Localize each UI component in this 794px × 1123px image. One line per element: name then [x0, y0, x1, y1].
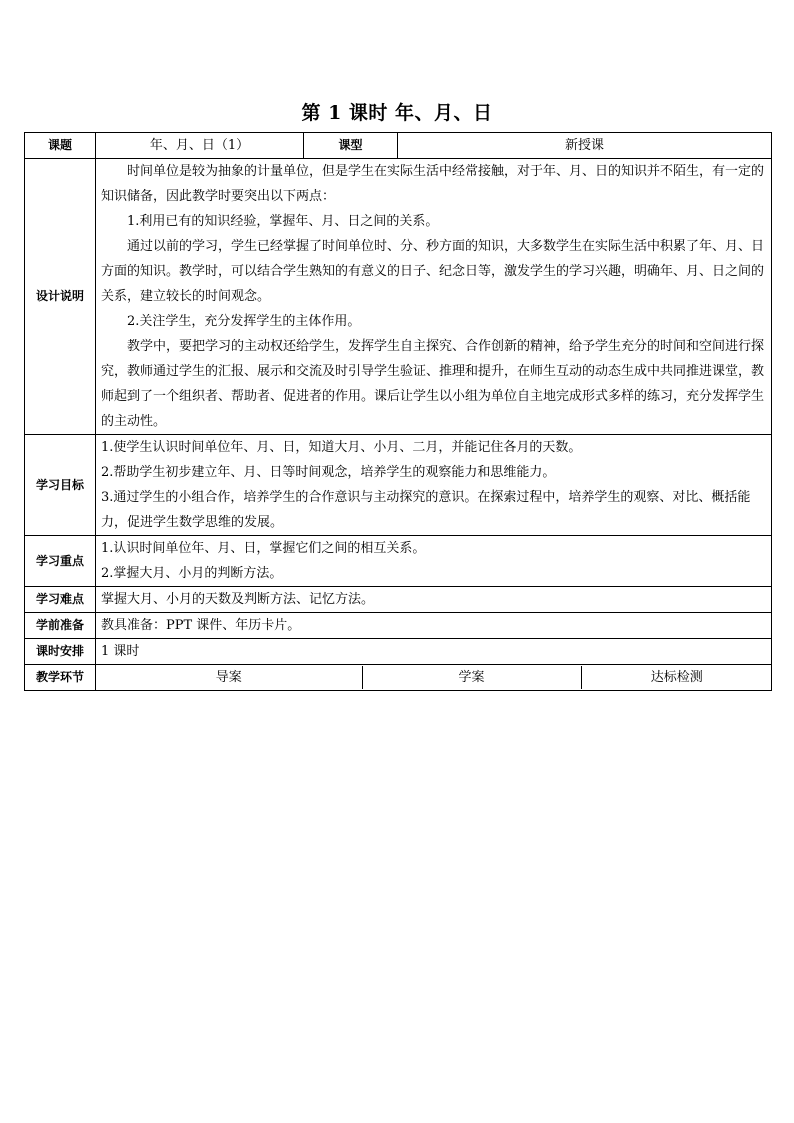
schedule-row [25, 639, 772, 665]
difficulty-label: 学习难点 [25, 587, 96, 613]
lesson-type-value: 新授课 [398, 133, 772, 159]
stage-column-guide: 导案 [215, 670, 242, 685]
focus-label: 学习重点 [25, 536, 96, 587]
focus-item: 2.掌握大月、小月的判断方法。 [101, 566, 283, 581]
stages-header-table [96, 666, 772, 689]
goal-item: 3.通过学生的小组合作，培养学生的合作意识与主动探究的意识。在探索过程中，培养学生的观察、对比、概括能力，促进学生数学思维的发展。 [101, 490, 751, 530]
schedule-value: 1 课时 [96, 639, 772, 665]
stages-row [25, 665, 772, 691]
focus-item: 1.认识时间单位年、月、日，掌握它们之间的相互关系。 [101, 541, 426, 556]
design-paragraph: 2.关注学生，充分发挥学生的主体作用。 [127, 314, 361, 329]
goals-content [96, 435, 772, 536]
stage-column-study: 学案 [362, 666, 581, 689]
lesson-type-label: 课型 [304, 133, 398, 159]
page-title: 第 1 课时 年、月、日 [301, 102, 493, 124]
difficulty-value: 掌握大月、小月的天数及判断方法、记忆方法。 [96, 587, 772, 613]
goal-item: 2.帮助学生初步建立年、月、日等时间观念，培养学生的观察能力和思维能力。 [101, 465, 556, 480]
stage-column-assessment: 达标检测 [581, 666, 772, 689]
goal-item: 1.使学生认识时间单位年、月、日，知道大月、小月、二月，并能记住各月的天数。 [101, 440, 582, 455]
prep-row [25, 613, 772, 639]
topic-row [25, 133, 772, 159]
design-paragraph: 1.利用已有的知识经验，掌握年、月、日之间的关系。 [127, 214, 439, 229]
focus-content [96, 536, 772, 587]
stages-columns [96, 665, 772, 691]
focus-row [25, 536, 772, 587]
lesson-plan-table [24, 132, 772, 691]
topic-label: 课题 [25, 133, 96, 159]
topic-value: 年、月、日（1） [96, 133, 304, 159]
design-paragraph: 时间单位是较为抽象的计量单位，但是学生在实际生活中经常接触，对于年、月、日的知识并不陌生，有一定的知识储备，因此教学时要突出以下两点： [101, 164, 765, 204]
difficulty-row [25, 587, 772, 613]
prep-value: 教具准备：PPT 课件、年历卡片。 [96, 613, 772, 639]
design-paragraph: 通过以前的学习，学生已经掌握了时间单位时、分、秒方面的知识，大多数学生在实际生活中积累了年、月、日方面的知识。教学时，可以结合学生熟知的有意义的日子、纪念日等，激发学生的学习兴趣，明确年、月、日之间的关系，建立较长的时间观念。 [101, 239, 765, 304]
schedule-label: 课时安排 [25, 639, 96, 665]
prep-label: 学前准备 [25, 613, 96, 639]
goals-row [25, 435, 772, 536]
goals-label: 学习目标 [25, 435, 96, 536]
stages-label: 教学环节 [25, 665, 96, 691]
design-label: 设计说明 [25, 159, 96, 435]
design-paragraph: 教学中，要把学习的主动权还给学生，发挥学生自主探究、合作创新的精神，给予学生充分的时间和空间进行探究，教师通过学生的汇报、展示和交流及时引导学生验证、推理和提升，在师生互动的动态生成中共同推进课堂，教师起到了一个组织者、帮助者、促进者的作用。课后让学生以小组为单位自主地完成形式多样的练习，充分发挥学生的主动性。 [101, 339, 765, 429]
design-row [25, 159, 772, 435]
design-content [96, 159, 772, 435]
